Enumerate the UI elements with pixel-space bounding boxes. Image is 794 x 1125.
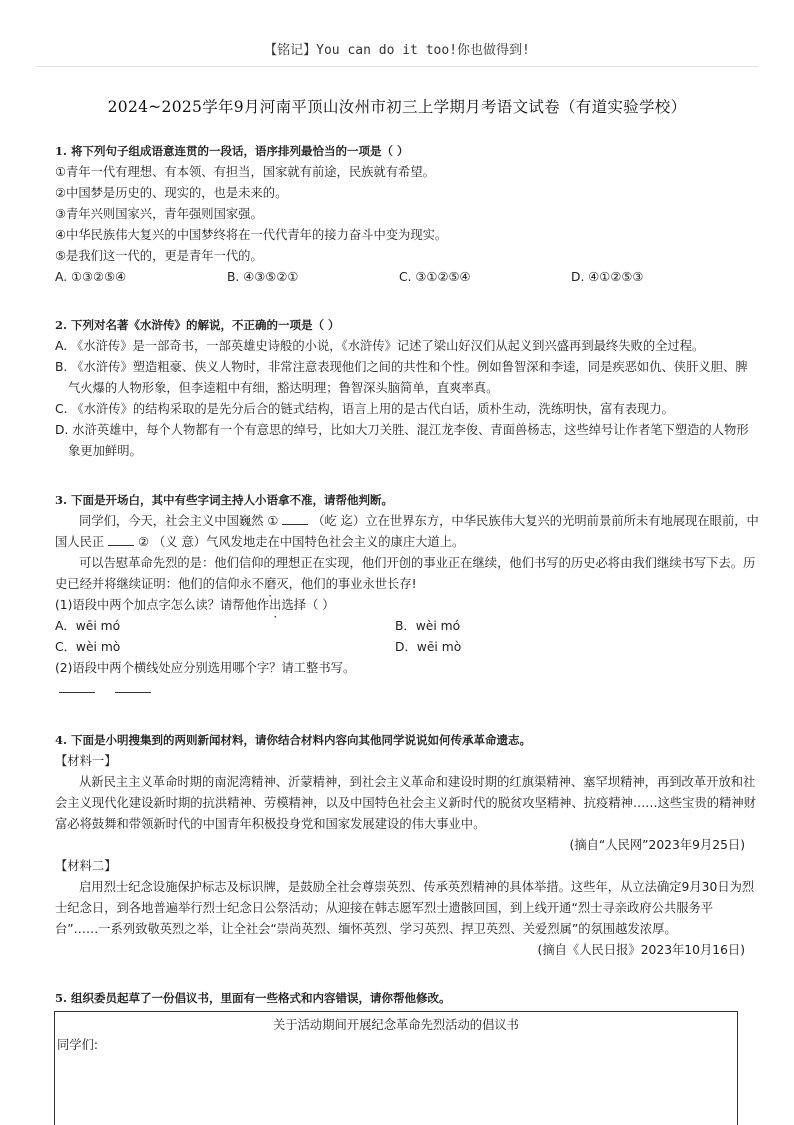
q3-answer-blank-1[interactable] [59, 692, 95, 693]
question-1 [55, 141, 745, 288]
q3-dotted-char-chu: 出 [269, 598, 282, 612]
q3-sub1-text-2: 选择（ ） [281, 598, 335, 612]
question-4-stem: 4. 下面是小明搜集到的两则新闻材料，请你结合材料内容向其他同学说说如何传承革命遗志。 [55, 733, 532, 747]
question-1-stem: 1. 将下列句子组成语意连贯的一段话，语序排列最恰当的一项是（ ） [55, 144, 409, 158]
q1-option-c[interactable]: C. ③①②⑤④ [399, 270, 471, 284]
q3-para2-text-2: 灭，他们的事业永世长存! [276, 577, 417, 591]
q3-paragraph-1-line-1 [55, 511, 759, 532]
q4-material-2-label: 【材料二】 [55, 859, 117, 873]
q3-option-a[interactable]: A．wēi mó [55, 619, 121, 633]
q3-sub-question-2: (2)语段中两个横线处应分别选用哪个字？请工整书写。 [55, 661, 356, 675]
q4-material-1-line-1: 从新民主主义革命时期的南泥湾精神、沂蒙精神，到社会主义革命和建设时期的红旗渠精神、塞罕坝精神，再到改革开放和社 [79, 775, 756, 789]
q2-option-d-line-1: D. 水浒英雄中，每个人物都有一个有意思的绰号，比如大刀关胜、混江龙李俊、青面兽杨志，这些绰号让作者笔下塑造的人物形 [55, 423, 749, 437]
question-2 [55, 315, 749, 462]
q3-paragraph-1-line-2 [55, 532, 745, 553]
q1-option-d[interactable]: D. ④①②⑤③ [571, 270, 644, 284]
q1-sentence-2: ②中国梦是历史的、现实的，也是未来的。 [55, 186, 288, 200]
q1-option-a[interactable]: A. ①③②⑤④ [55, 270, 127, 284]
q1-options [55, 267, 745, 288]
q3-answer-blank-2[interactable] [115, 692, 151, 693]
q3-paragraph-2-line-2 [55, 574, 745, 595]
question-5 [55, 988, 745, 1009]
page-title: 2024~2025学年9月河南平顶山汝州市初三上学期月考语文试卷（有道实验学校） [107, 98, 687, 116]
q2-option-c[interactable]: C. 《水浒传》的结构采取的是先分后合的链式结构，语言上用的是古代白话，质朴生动，洗练明快，富有表现力。 [55, 402, 674, 416]
q3-options-row-2 [55, 637, 745, 658]
q3-option-d[interactable]: D．wēi mò [395, 640, 462, 654]
q4-material-1-line-2: 会主义现代化建设新时期的抗洪精神、劳模精神，以及中国特色社会主义新时代的脱贫攻坚精神、抗疫精神……这些宝贵的精神财 [55, 796, 756, 810]
q4-material-2-line-1: 启用烈士纪念设施保护标志及标识牌，是鼓励全社会尊崇英烈、传承英烈精神的具体举措。这些年，从立法确定9月30日为烈 [79, 880, 755, 894]
q2-option-d-line-2: 象更加鲜明。 [68, 444, 142, 458]
q1-sentence-5: ⑤是我们这一代的，更是青年一代的。 [55, 249, 263, 263]
q3-para1-text-d: ② （义 意）气风发地走在中国特色社会主义的康庄大道上。 [138, 535, 465, 549]
q3-option-b[interactable]: B．wèi mó [395, 619, 461, 633]
q2-option-b[interactable] [55, 357, 748, 399]
q1-sentence-4: ④中华民族伟大复兴的中国梦终将在一代代青年的接力奋斗中变为现实。 [55, 228, 448, 242]
q3-para1-text-b: （屹 迄）立在世界东方，中华民族伟大复兴的光明前景前所未有地展现在眼前，中 [312, 514, 759, 528]
q3-options-row-1 [55, 616, 745, 637]
q2-option-b-line-1: B. 《水浒传》塑造粗豪、侠义人物时，非常注意表现他们之间的共性和个性。例如鲁智深和李逵，同是疾恶如仇、侠肝义胆、脾 [55, 360, 748, 374]
proposal-title: 关于活动期间开展纪念革命先烈活动的倡议书 [273, 1018, 519, 1032]
question-3-stem: 3. 下面是开场白，其中有些字词主持人小语拿不准，请帮他判断。 [55, 493, 394, 507]
q1-sentence-1: ①青年一代有理想、有本领、有担当，国家就有前途，民族就有希望。 [55, 165, 435, 179]
q3-sub1-text-1: (1)语段中两个加点字怎么读？请帮他作 [55, 598, 270, 612]
question-2-stem: 2. 下列对名著《水浒传》的解说，不正确的一项是（ ） [55, 318, 340, 332]
proposal-document-box [54, 1011, 738, 1125]
q2-option-a[interactable]: A. 《水浒传》是一部奇书，一部英雄史诗般的小说，《水浒传》记述了梁山好汉们从起义到兴盛再到最终失败的全过程。 [55, 339, 705, 353]
header-motto: 【铭记】You can do it too!你也做得到! [264, 43, 530, 58]
q4-material-2-line-2: 士纪念日，到各地普遍举行烈士纪念日公祭活动；从迎接在韩志愿军烈士遗骸回国，到上线开通“烈士寻亲政府公共服务平 [55, 901, 714, 915]
q3-para2-text-1: 史已经并将继续证明：他们的信仰永不 [55, 577, 265, 591]
q4-material-2-line-3: 台”……一系列致敬英烈之举，让全社会“崇尚英烈、缅怀英烈、学习英烈、捍卫英烈、关爱烈属”的氛围越发浓厚。 [55, 922, 677, 936]
q1-sentence-3: ③青年兴则国家兴，青年强则国家强。 [55, 207, 263, 221]
q4-material-1-source: (摘自“人民网”2023年9月25日) [569, 838, 745, 852]
q2-option-d[interactable] [55, 420, 749, 462]
question-4 [55, 730, 756, 961]
q4-material-1-line-3: 富必将鼓舞和带领新时代的中国青年积极投身党和国家发展建设的伟大事业中。 [55, 817, 486, 831]
q3-blank-1[interactable] [282, 524, 308, 525]
q3-para1-text-c: 国人民正 [55, 535, 105, 549]
q3-paragraph-2-line-1: 可以告慰革命先烈的是：他们信仰的理想正在实现，他们开创的事业正在继续，他们书写的历史必将由我们继续书写下去。历 [79, 556, 756, 570]
q3-para1-text-a: 同学们，今天，社会主义中国巍然 ① [79, 514, 279, 528]
q3-dotted-char-mo: 磨 [264, 577, 277, 591]
q3-option-c[interactable]: C．wèi mò [55, 640, 121, 654]
q2-option-b-line-2: 气火爆的人物形象，但李逵粗中有细，豁达明理；鲁智深头脑简单，直爽率真。 [68, 381, 499, 395]
proposal-greeting: 同学们: [57, 1038, 99, 1052]
q1-option-b[interactable]: B. ④③⑤②① [227, 270, 299, 284]
q4-material-1-label: 【材料一】 [55, 754, 117, 768]
q4-material-2-source: (摘自《人民日报》2023年10月16日) [537, 943, 745, 957]
q3-sub-question-1 [55, 595, 745, 616]
question-5-stem: 5. 组织委员起草了一份倡议书，里面有一些格式和内容错误，请你帮他修改。 [55, 991, 451, 1005]
question-3 [55, 490, 759, 700]
q3-answer-blanks [55, 679, 745, 700]
header-divider [36, 66, 758, 67]
q3-blank-2[interactable] [108, 545, 134, 546]
